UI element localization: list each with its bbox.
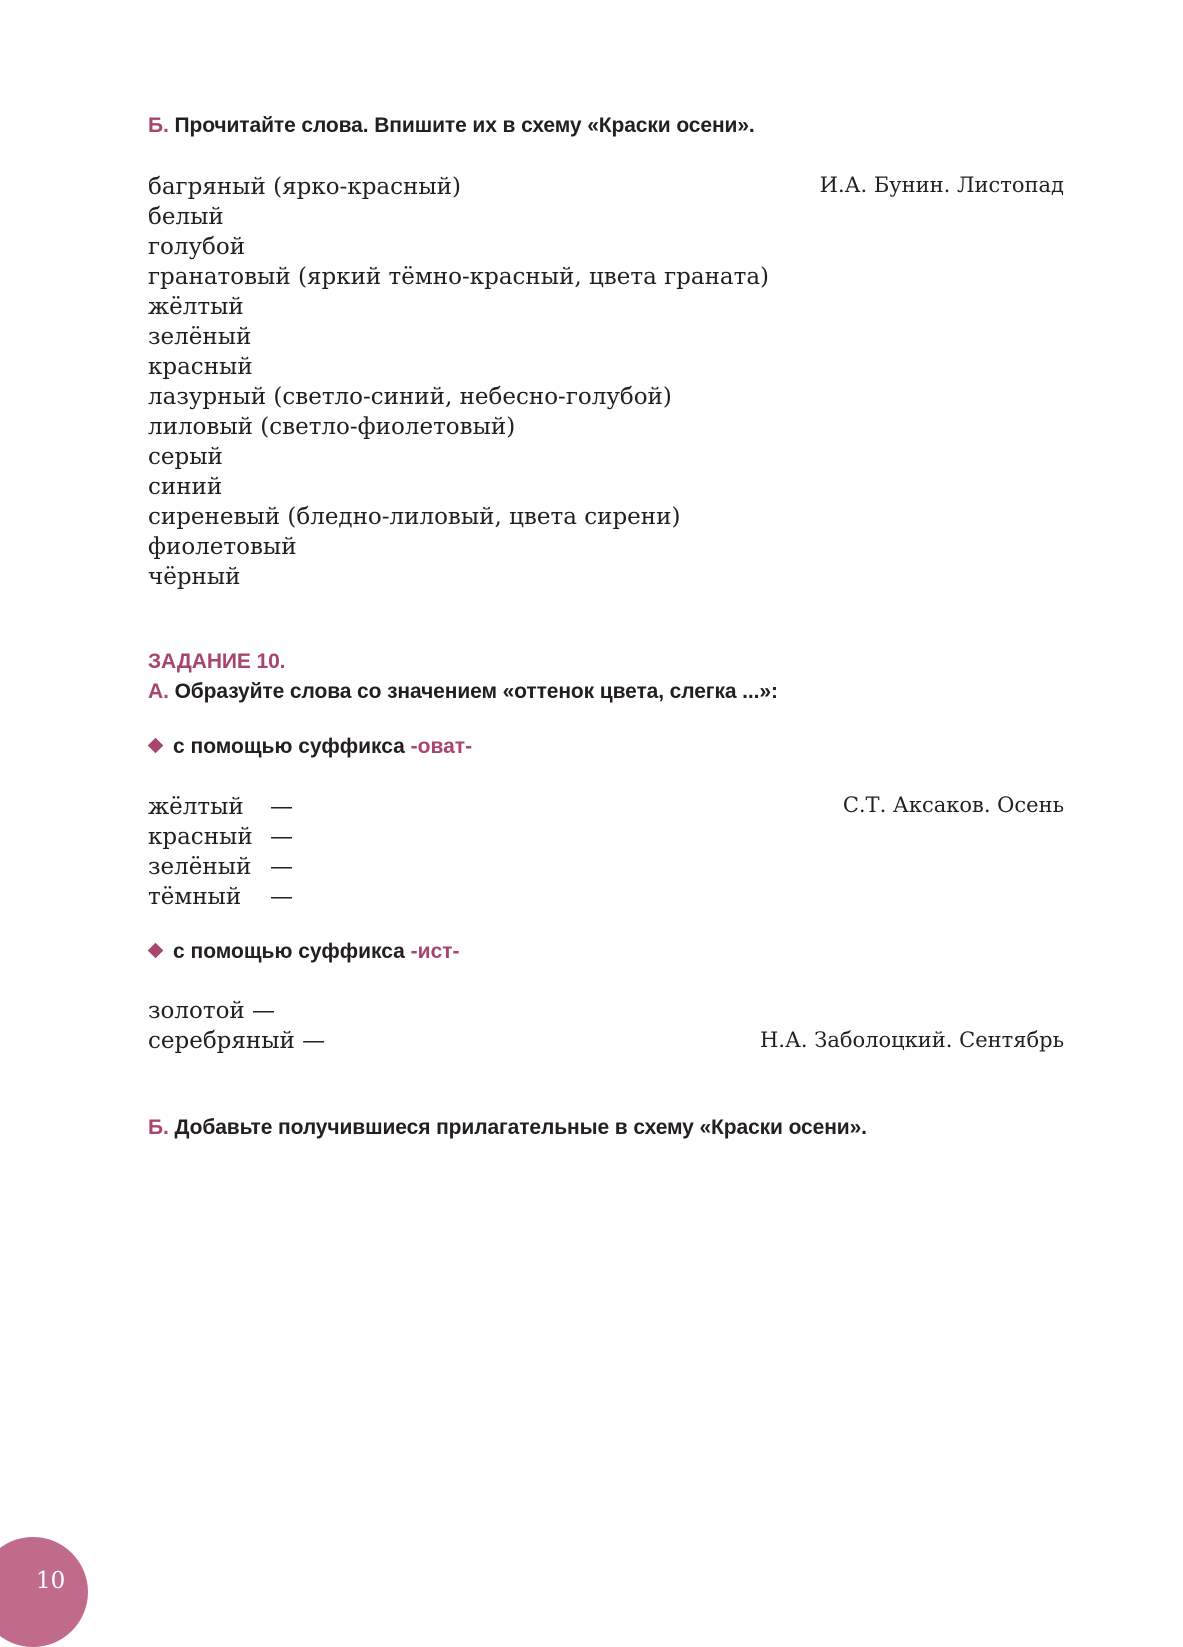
list-item: сиреневый (бледно-лиловый, цвета сирени) [148,504,681,530]
author-bunin: И.А. Бунин. Листопад [819,173,1064,197]
task-title: ЗАДАНИЕ 10. [148,650,286,673]
page-number: 10 [36,1568,66,1594]
list-item: голубой [148,234,246,260]
list-item: белый [148,204,224,230]
list-item: синий [148,474,223,500]
suffix-ist-bullet [150,940,460,964]
list-item: серебряный — [148,1028,326,1054]
list-item: гранатовый (яркий тёмно-красный, цвета граната) [148,264,770,290]
part-a-text: Образуйте слова со значением «оттенок цвета, слегка ...»: [174,680,778,703]
list-item: лиловый (светло-фиолетовый) [148,414,516,440]
list-item: жёлтый [148,294,244,320]
part-b-letter: Б. [148,1116,169,1139]
list-item: лазурный (светло-синий, небесно-голубой) [148,384,672,410]
suffix-ovat: -оват- [410,735,473,758]
color-word-list [148,172,769,592]
suffix-ovat-bullet [150,735,472,759]
list-item: серый [148,444,223,470]
part-a-letter: А. [148,680,169,703]
ist-word-list [148,996,325,1056]
author-zabolotsky: Н.А. Заболоцкий. Сентябрь [760,1028,1064,1052]
list-item: фиолетовый [148,534,297,560]
list-item: красный [148,354,253,380]
suffix-ist: -ист- [410,940,460,963]
part-b-text: Прочитайте слова. Впишите их в схему «Краски осени». [174,114,755,137]
dash: — [270,854,293,880]
list-item: багряный (ярко-красный) [148,174,461,200]
part-b-text: Добавьте получившиеся прилагательные в схему «Краски осени». [174,1116,867,1139]
diamond-bullet-icon [148,738,164,754]
dash: — [270,794,293,820]
list-item: золотой — [148,998,276,1024]
author-aksakov: С.Т. Аксаков. Осень [842,793,1064,817]
dash: — [270,824,293,850]
part-b-letter: Б. [148,114,169,137]
part-b-instruction [148,114,755,138]
word: жёлтый [148,794,244,820]
diamond-bullet-icon [148,943,164,959]
list-item: зелёный [148,324,252,350]
dash: — [270,884,293,910]
suffix-ist-prefix: с помощью суффикса [173,940,405,963]
word: зелёный [148,854,252,880]
word: тёмный [148,884,242,910]
part-b-add-instruction [148,1116,867,1140]
part-a-instruction [148,680,778,704]
list-item: чёрный [148,564,241,590]
word: красный [148,824,253,850]
suffix-ovat-prefix: с помощью суффикса [173,735,405,758]
